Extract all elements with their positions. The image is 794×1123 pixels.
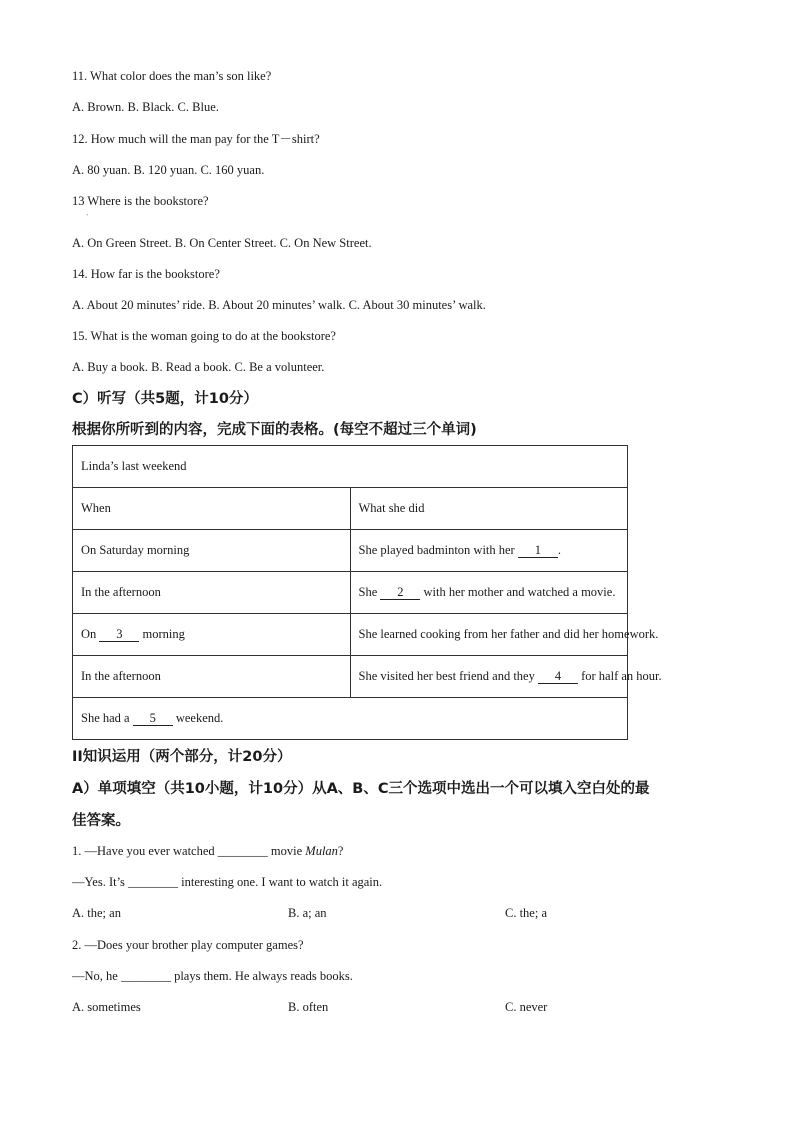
table-row [73, 614, 628, 656]
row4-what [350, 656, 662, 698]
blank-2[interactable]: 2 [380, 586, 420, 600]
row1-what [350, 530, 628, 572]
part2-title: II知识运用（两个部分，计20分） [72, 749, 292, 765]
q1-option-c[interactable]: C. the; a [505, 906, 548, 920]
header-what: What she did [350, 488, 628, 530]
q1-option-b[interactable]: B. a; an [288, 906, 327, 920]
question-14-options: A. About 20 minutes’ ride. B. About 20 minutes’ walk. C. About 30 minutes’ walk. [72, 298, 486, 312]
row4-post: for half an hour. [577, 669, 662, 683]
question-14: 14. How far is the bookstore? [72, 267, 220, 281]
row3-what: She learned cooking from her father and did her homework. [350, 614, 628, 656]
q1-option-a[interactable]: A. the; an [72, 906, 121, 920]
question-13: 13 Where is the bookstore? [72, 194, 209, 208]
q2-option-b[interactable]: B. often [288, 1000, 329, 1014]
row1-when: On Saturday morning [73, 530, 351, 572]
blank-4[interactable]: 4 [538, 670, 578, 684]
scan-mark: ` [86, 213, 89, 222]
q2-line2 [72, 968, 353, 984]
q1-line2 [72, 874, 382, 890]
question-12: 12. How much will the man pay for the T－shirt? [72, 132, 320, 146]
row3-pre: On [81, 627, 100, 641]
dictation-table [72, 445, 662, 740]
q2-line2-pre: —No, he [72, 969, 121, 983]
section-a-instruction-line2: 佳答案。 [72, 813, 130, 829]
table-row [73, 656, 628, 698]
blank-5[interactable]: 5 [133, 712, 173, 726]
table-footer-row [73, 698, 628, 740]
row1-pre: She played badminton with her [358, 543, 518, 557]
q1-line1-mid: movie [267, 844, 306, 858]
q1-line1-pre: 1. —Have you ever watched [72, 844, 218, 858]
row2-what [350, 572, 628, 614]
q1-line1-post: ? [337, 844, 344, 858]
question-13-options: A. On Green Street. B. On Center Street. C. On New Street. [72, 236, 372, 250]
table-row [73, 572, 628, 614]
question-11-options: A. Brown. B. Black. C. Blue. [72, 100, 219, 114]
q1-line2-post: interesting one. I want to watch it again. [178, 875, 383, 889]
table-row [73, 530, 628, 572]
question-11: 11. What color does the man’s son like? [72, 69, 272, 83]
q2-line1: 2. —Does your brother play computer games? [72, 938, 304, 952]
q2-option-a[interactable]: A. sometimes [72, 1000, 141, 1014]
footer-post: weekend. [172, 711, 224, 725]
question-12-options: A. 80 yuan. B. 120 yuan. C. 160 yuan. [72, 163, 265, 177]
row4-pre: She visited her best friend and they [358, 669, 538, 683]
footer-pre: She had a [81, 711, 133, 725]
question-15-options: A. Buy a book. B. Read a book. C. Be a volunteer. [72, 360, 325, 374]
q2-option-c[interactable]: C. never [505, 1000, 548, 1014]
blank-3[interactable]: 3 [99, 628, 139, 642]
section-c-instruction: 根据你所听到的内容，完成下面的表格。(每空不超过三个单词) [72, 422, 477, 438]
blank-1[interactable]: 1 [518, 544, 558, 558]
q1-line1 [72, 843, 343, 859]
table-header-row [73, 488, 628, 530]
row3-post: morning [139, 627, 185, 641]
section-c-title: C）听写（共5题，计10分） [72, 391, 258, 407]
section-a-instruction-line1: A）单项填空（共10小题，计10分）从A、B、C三个选项中选出一个可以填入空白处的最 [72, 781, 650, 797]
row1-post: . [557, 543, 561, 557]
q2-blank[interactable]: ________ [120, 969, 171, 983]
q1-blank-2[interactable]: ________ [128, 875, 179, 889]
q1-movie-title: Mulan [305, 844, 338, 858]
row2-when: In the afternoon [73, 572, 351, 614]
table-title: Linda’s last weekend [73, 446, 628, 488]
q2-line2-post: plays them. He always reads books. [170, 969, 353, 983]
question-15: 15. What is the woman going to do at the bookstore? [72, 329, 336, 343]
row2-post: with her mother and watched a movie. [420, 585, 616, 599]
row3-when [73, 614, 351, 656]
header-when: When [73, 488, 351, 530]
table-footer [73, 698, 628, 740]
row2-pre: She [358, 585, 381, 599]
q1-line2-pre: —Yes. It’s [72, 875, 129, 889]
q1-blank[interactable]: ________ [217, 844, 268, 858]
table-title-row [73, 446, 628, 488]
row4-when: In the afternoon [73, 656, 351, 698]
